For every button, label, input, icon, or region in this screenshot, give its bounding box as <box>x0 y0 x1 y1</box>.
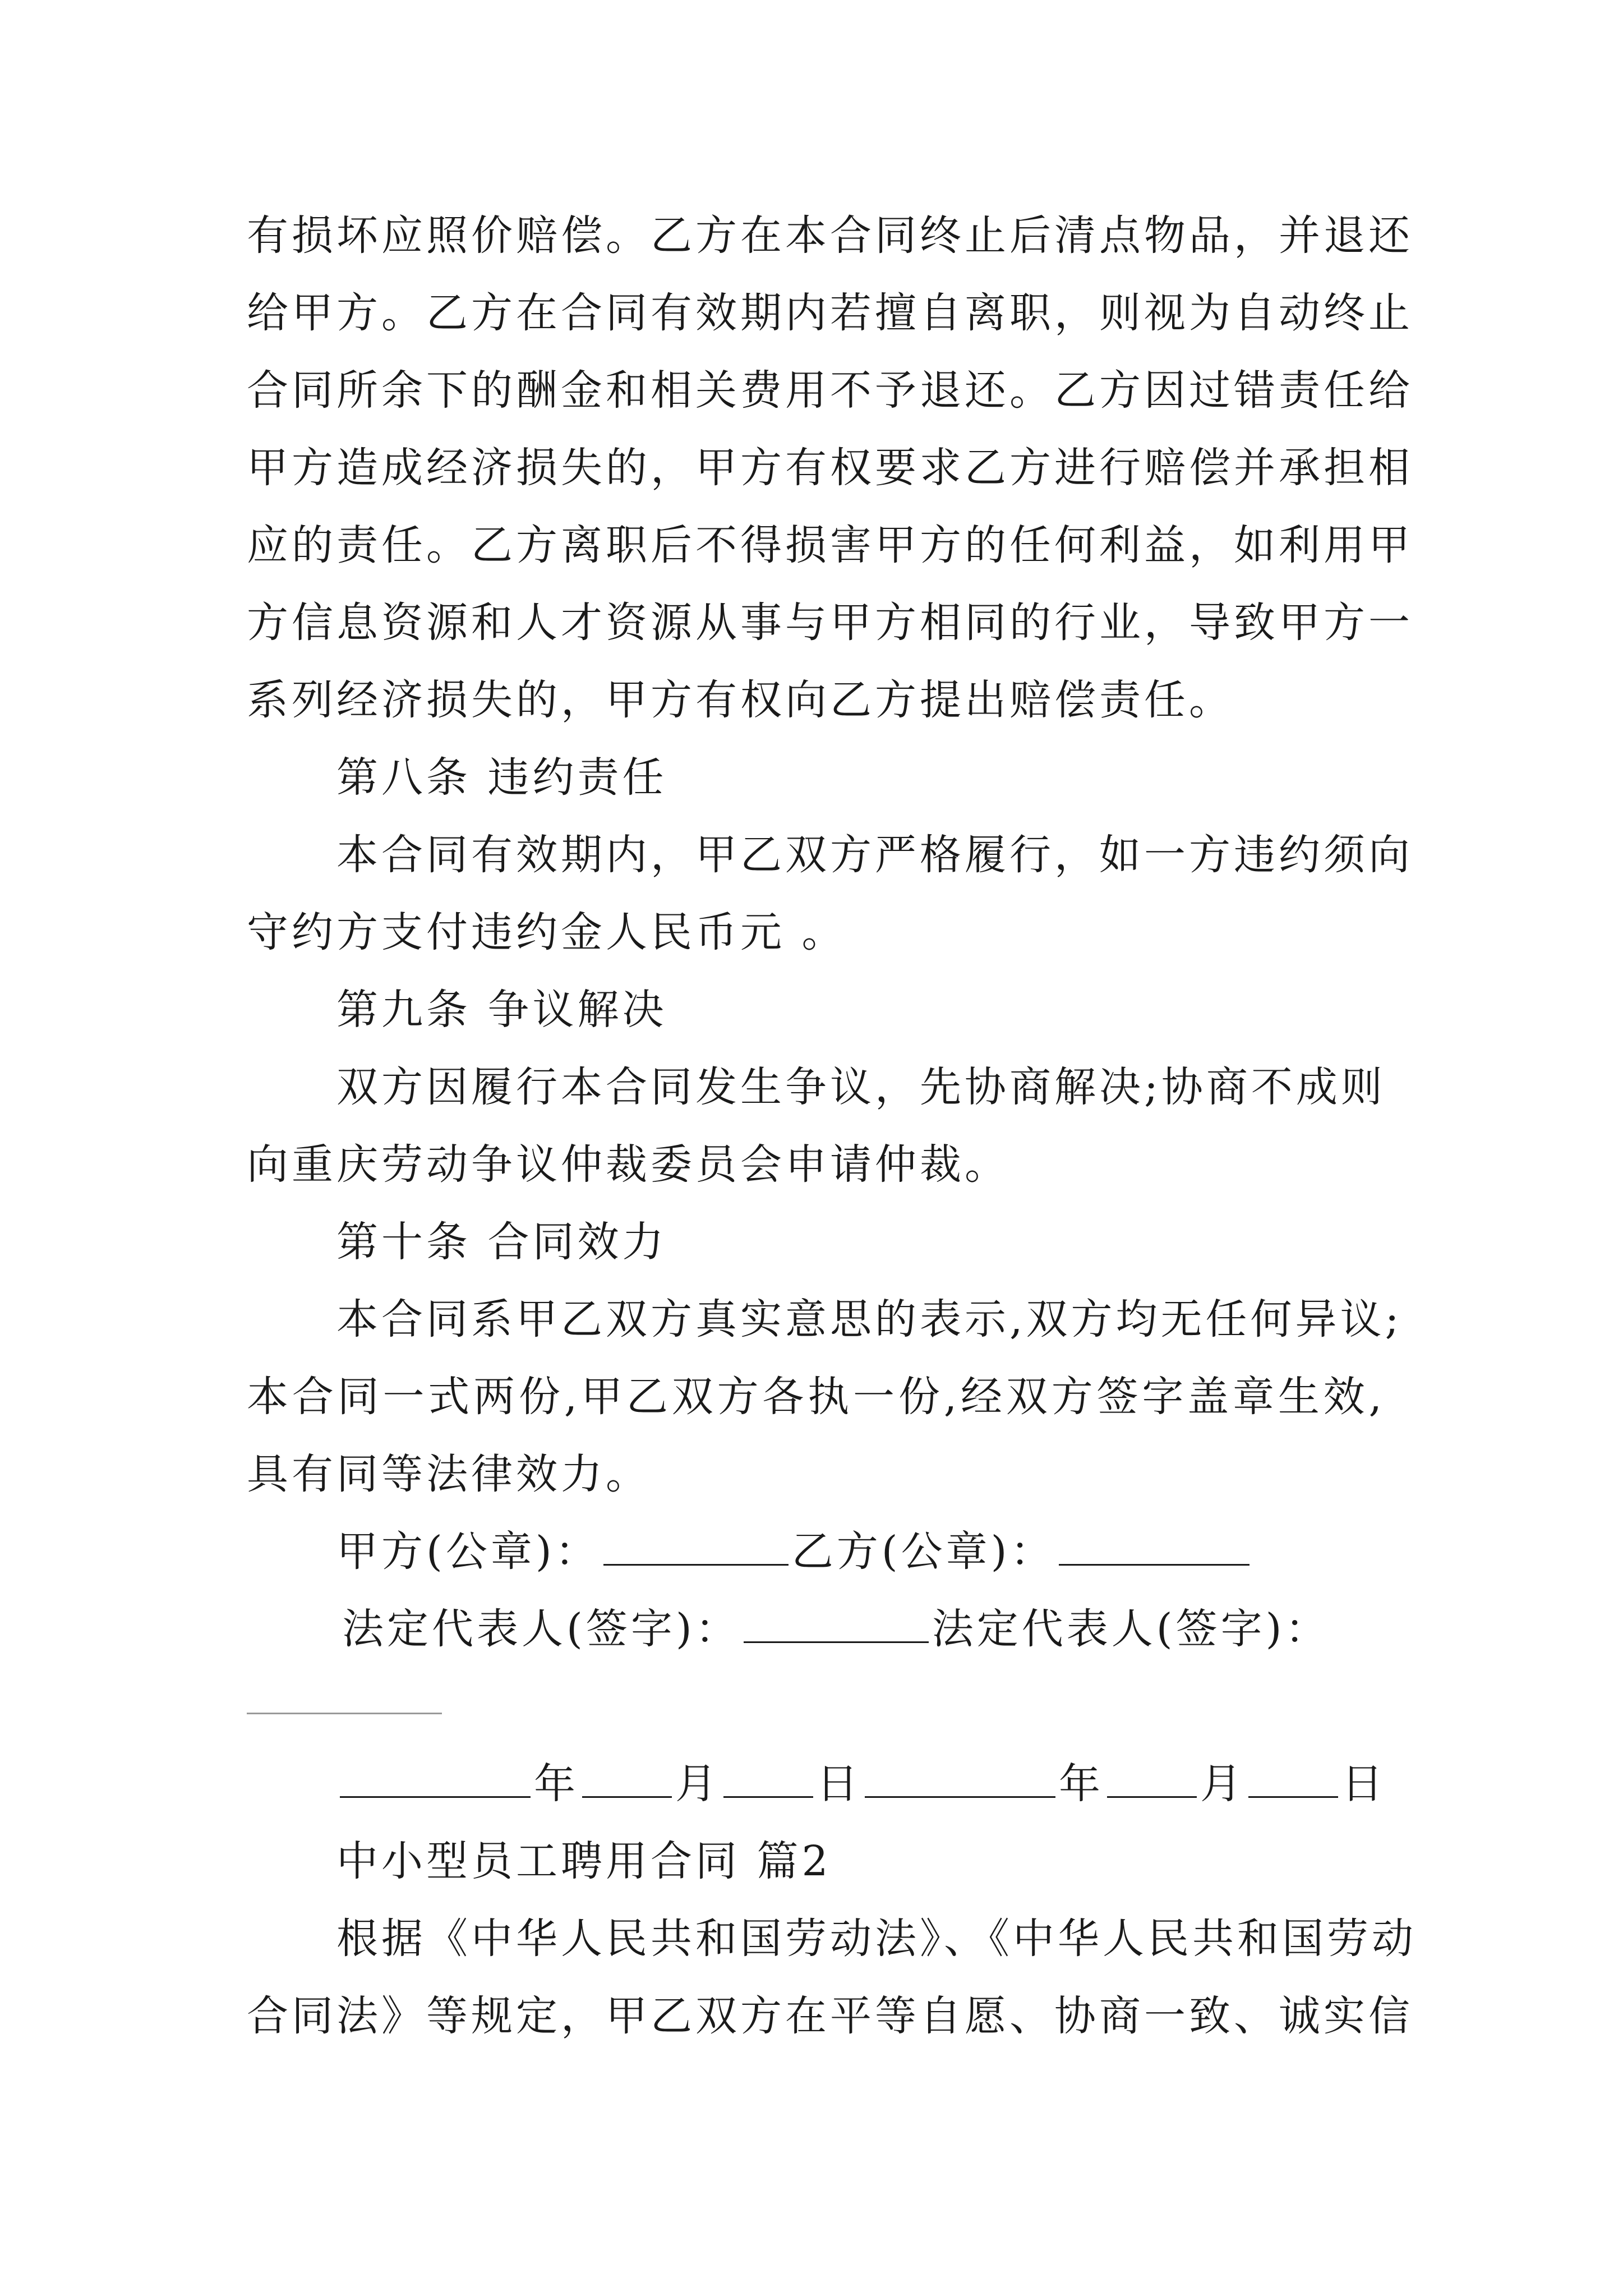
date-month-label: 月 <box>1200 1760 1245 1808</box>
paragraph-line: 系列经济损失的，甲方有权向乙方提出赔偿责任。 <box>247 676 1234 724</box>
rep-a-blank <box>744 1602 929 1643</box>
paragraph-line: 根据《中华人民共和国劳动法》、《中华人民共和国劳动 <box>336 1915 1417 1963</box>
rep-a-label: 法定代表人(签字)： <box>342 1605 740 1653</box>
paragraph-line: 合同法》等规定，甲乙双方在平等自愿、协商一致、诚实信 <box>247 1992 1413 2040</box>
date-year-label: 年 <box>1059 1760 1104 1808</box>
paragraph-line: 本合同系甲乙双方真实意思的表示,双方均无任何异议; <box>336 1295 1403 1343</box>
party-b-seal-label: 乙方(公章)： <box>791 1527 1055 1576</box>
paragraph-line: 双方因履行本合同发生争议，先协商解决;协商不成则 <box>336 1063 1386 1111</box>
paragraph-line: 合同所余下的酬金和相关费用不予退还。乙方因过错责任给 <box>247 366 1413 415</box>
article-heading: 第九条 争议解决 <box>336 986 667 1034</box>
paragraph-line: 给甲方。乙方在合同有效期内若擅自离职，则视为自动终止 <box>247 289 1413 337</box>
paragraph-line: 具有同等法律效力。 <box>247 1450 651 1498</box>
date-b-month-blank <box>1107 1757 1197 1798</box>
party-a-seal-label: 甲方(公章)： <box>336 1527 600 1576</box>
section-title: 中小型员工聘用合同 篇2 <box>336 1837 832 1885</box>
date-a-month-blank <box>582 1757 672 1798</box>
party-a-seal-blank <box>603 1525 789 1566</box>
date-b-year-blank <box>865 1757 1055 1798</box>
date-b-day-blank <box>1248 1757 1338 1798</box>
paragraph-line: 本合同有效期内，甲乙双方严格履行，如一方违约须向 <box>336 831 1413 879</box>
article-heading: 第十条 合同效力 <box>336 1218 667 1266</box>
date-month-label: 月 <box>675 1760 720 1808</box>
date-year-label: 年 <box>534 1760 579 1808</box>
date-day-label: 日 <box>817 1760 861 1808</box>
signature-date-line <box>336 1756 1386 1812</box>
rep-b-label: 法定代表人(签字)： <box>932 1605 1330 1653</box>
party-b-seal-blank <box>1059 1525 1249 1566</box>
signature-rep-line <box>342 1601 1330 1657</box>
date-a-day-blank <box>723 1757 813 1798</box>
rep-b-blank-rule <box>247 1713 442 1714</box>
paragraph-line: 向重庆劳动争议仲裁委员会申请仲裁。 <box>247 1140 1009 1189</box>
date-day-label: 日 <box>1341 1760 1386 1808</box>
article-heading: 第八条 违约责任 <box>336 753 667 802</box>
paragraph-line: 方信息资源和人才资源从事与甲方相同的行业，导致甲方一 <box>247 599 1413 647</box>
paragraph-line: 本合同一式两份,甲乙双方各执一份,经双方签字盖章生效, <box>247 1373 1385 1421</box>
paragraph-line: 守约方支付违约金人民币元 。 <box>247 908 847 956</box>
date-a-year-blank <box>340 1757 531 1798</box>
paragraph-line: 应的责任。乙方离职后不得损害甲方的任何利益，如利用甲 <box>247 521 1413 569</box>
paragraph-line: 甲方造成经济损失的，甲方有权要求乙方进行赔偿并承担相 <box>247 444 1413 492</box>
signature-seal-line <box>336 1524 1253 1580</box>
paragraph-line: 有损坏应照价赔偿。乙方在本合同终止后清点物品，并退还 <box>247 211 1413 260</box>
